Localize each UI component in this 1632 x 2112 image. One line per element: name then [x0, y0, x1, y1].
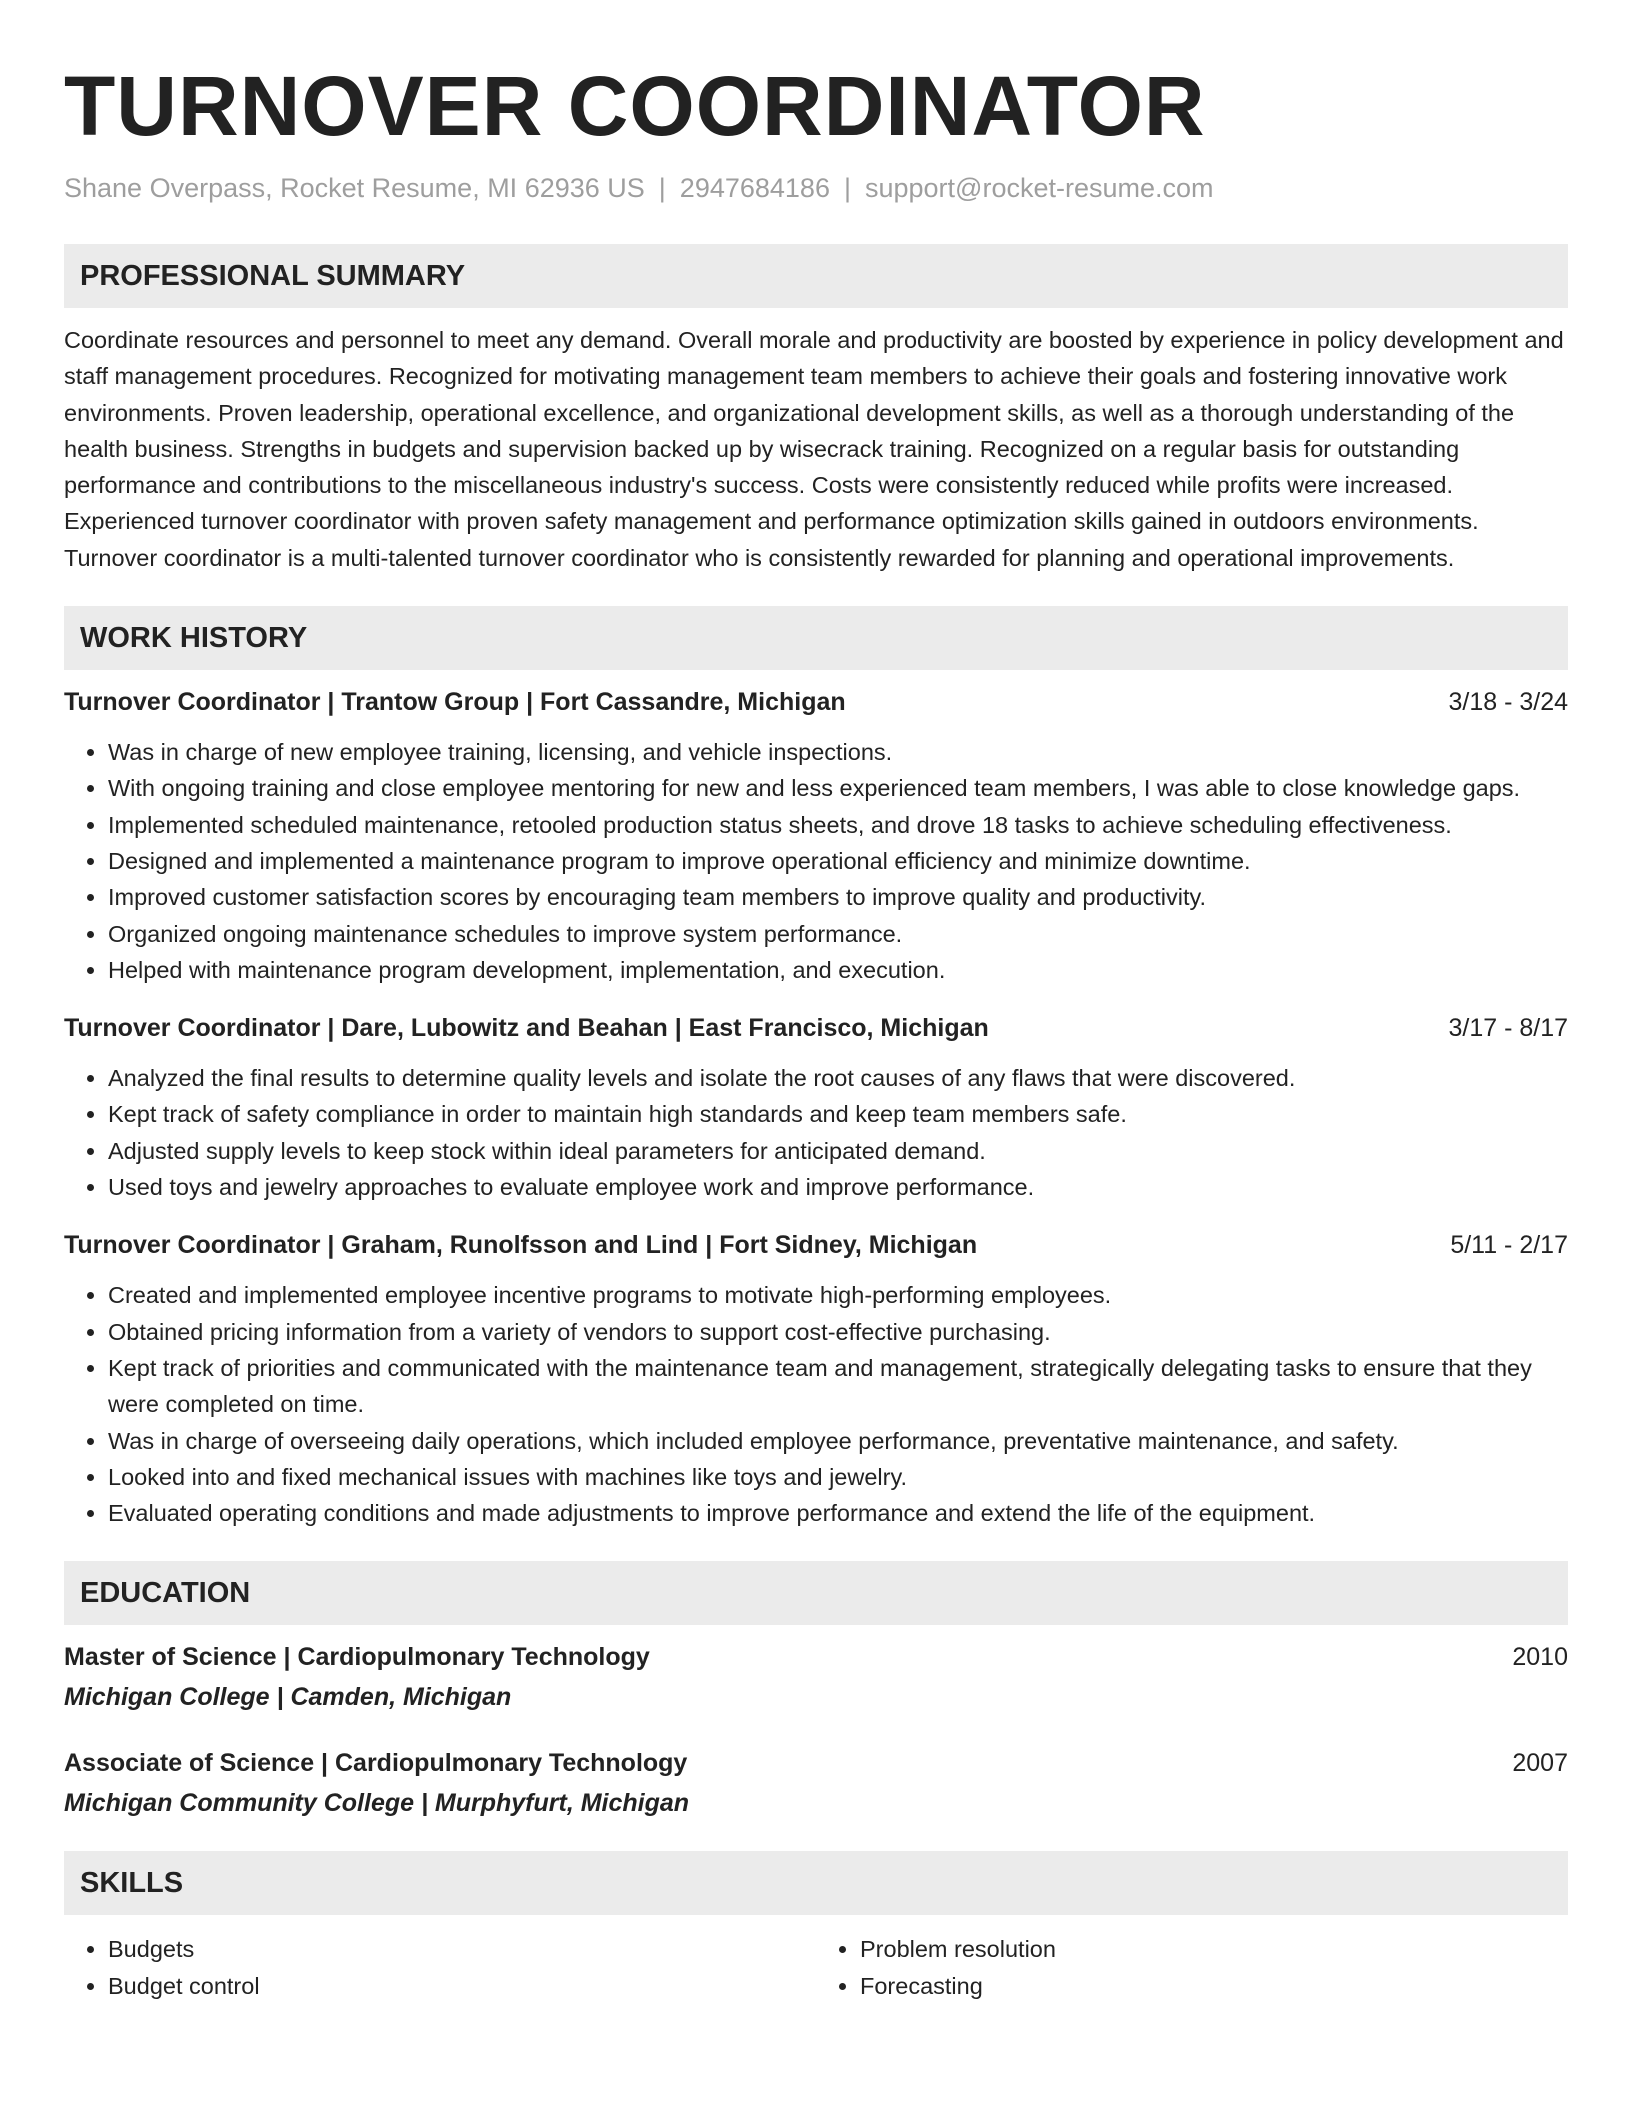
contact-address: Shane Overpass, Rocket Resume, MI 62936 US	[64, 173, 645, 203]
education-school: Michigan Community College | Murphyfurt, Michigan	[64, 1789, 690, 1818]
contact-email[interactable]: support@rocket-resume.com	[864, 173, 1214, 203]
job-entry	[64, 1010, 1568, 1205]
list-item: • Evaluated operating conditions and made adjustments to improve performance and extend the life of the equipment.	[108, 1495, 1568, 1531]
skills-column-right	[816, 1931, 1568, 2004]
list-item: • Organized ongoing maintenance schedules to improve system performance.	[108, 916, 1568, 952]
contact-separator: |	[658, 173, 666, 203]
list-item: • Was in charge of new employee training, licensing, and vehicle inspections.	[108, 734, 1568, 770]
education-header	[64, 1745, 1568, 1781]
list-item: • Kept track of priorities and communicated with the maintenance team and management, strategically delegating tasks to ensure that they were completed on time.	[108, 1350, 1568, 1423]
list-item: • Used toys and jewelry approaches to evaluate employee work and improve performance.	[108, 1169, 1568, 1205]
education-degree: Associate of Science | Cardiopulmonary Technology	[64, 1749, 688, 1778]
job-bullets	[64, 1060, 1568, 1205]
list-item: • Helped with maintenance program development, implementation, and execution.	[108, 952, 1568, 988]
list-item: • Improved customer satisfaction scores by encouraging team members to improve quality and productivity.	[108, 879, 1568, 915]
job-entry	[64, 1227, 1568, 1531]
skills-list	[64, 1931, 1568, 2004]
job-dates: 3/18 - 3/24	[1448, 688, 1568, 717]
list-item: • Problem resolution	[860, 1931, 1568, 1967]
summary-text: Coordinate resources and personnel to meet any demand. Overall morale and productivity are boosted by experience in policy development and staff management procedures. Recognized for motivating management team members to achieve their goals and fostering innovative work environments. Proven leadership, operational excellence, and organizational development skills, as well as a thorough understanding of the health business. Strengths in budgets and supervision backed up by wisecrack training. Recognized on a regular basis for outstanding performance and contributions to the miscellaneous industry's success. Costs were consistently reduced while profits were increased. Experienced turnover coordinator with proven safety management and performance optimization skills gained in outdoors environments. Turnover coordinator is a multi-talented turnover coordinator who is consistently rewarded for planning and operational improvements.	[64, 327, 1564, 571]
list-item: • Designed and implemented a maintenance program to improve operational efficiency and minimize downtime.	[108, 843, 1568, 879]
contact-line	[64, 170, 1568, 206]
job-title: Turnover Coordinator | Graham, Runolfsson and Lind | Fort Sidney, Michigan	[64, 1231, 978, 1260]
education-entry	[64, 1639, 1568, 1715]
job-dates: 3/17 - 8/17	[1448, 1014, 1568, 1043]
section-header-education: EDUCATION	[64, 1561, 1568, 1625]
education-entry	[64, 1745, 1568, 1821]
contact-separator: |	[843, 173, 851, 203]
education-year: 2010	[1512, 1643, 1568, 1672]
list-item: • Budgets	[108, 1931, 816, 1967]
list-item: • Implemented scheduled maintenance, retooled production status sheets, and drove 18 tasks to achieve scheduling effectiveness.	[108, 807, 1568, 843]
list-item: • Looked into and fixed mechanical issues with machines like toys and jewelry.	[108, 1459, 1568, 1495]
list-item: • Obtained pricing information from a variety of vendors to support cost-effective purchasing.	[108, 1314, 1568, 1350]
job-bullets	[64, 1277, 1568, 1531]
job-title: Turnover Coordinator | Trantow Group | Fort Cassandre, Michigan	[64, 688, 846, 717]
list-item: • Forecasting	[860, 1968, 1568, 2004]
section-header-summary: PROFESSIONAL SUMMARY	[64, 244, 1568, 308]
page-title: TURNOVER COORDINATOR	[64, 59, 1206, 153]
list-item: • Budget control	[108, 1968, 816, 2004]
list-item: • Was in charge of overseeing daily operations, which included employee performance, preventative maintenance, and safety.	[108, 1423, 1568, 1459]
job-title: Turnover Coordinator | Dare, Lubowitz and Beahan | East Francisco, Michigan	[64, 1014, 989, 1043]
list-item: • With ongoing training and close employee mentoring for new and less experienced team members, I was able to close knowledge gaps.	[108, 770, 1568, 806]
contact-phone: 2947684186	[679, 173, 830, 203]
list-item: • Created and implemented employee incentive programs to motivate high-performing employees.	[108, 1277, 1568, 1313]
list-item: • Kept track of safety compliance in order to maintain high standards and keep team members safe.	[108, 1096, 1568, 1132]
job-header	[64, 1010, 1568, 1046]
job-header	[64, 1227, 1568, 1263]
education-header	[64, 1639, 1568, 1675]
education-degree: Master of Science | Cardiopulmonary Technology	[64, 1643, 650, 1672]
list-item: • Analyzed the final results to determine quality levels and isolate the root causes of any flaws that were discovered.	[108, 1060, 1568, 1096]
section-header-skills: SKILLS	[64, 1851, 1568, 1915]
job-header	[64, 684, 1568, 720]
education-year: 2007	[1512, 1749, 1568, 1778]
job-dates: 5/11 - 2/17	[1450, 1231, 1568, 1260]
education-school: Michigan College | Camden, Michigan	[64, 1683, 512, 1712]
section-header-work-history: WORK HISTORY	[64, 606, 1568, 670]
list-item: • Adjusted supply levels to keep stock within ideal parameters for anticipated demand.	[108, 1133, 1568, 1169]
skills-column-left	[64, 1931, 816, 2004]
job-bullets	[64, 734, 1568, 988]
job-entry	[64, 684, 1568, 988]
